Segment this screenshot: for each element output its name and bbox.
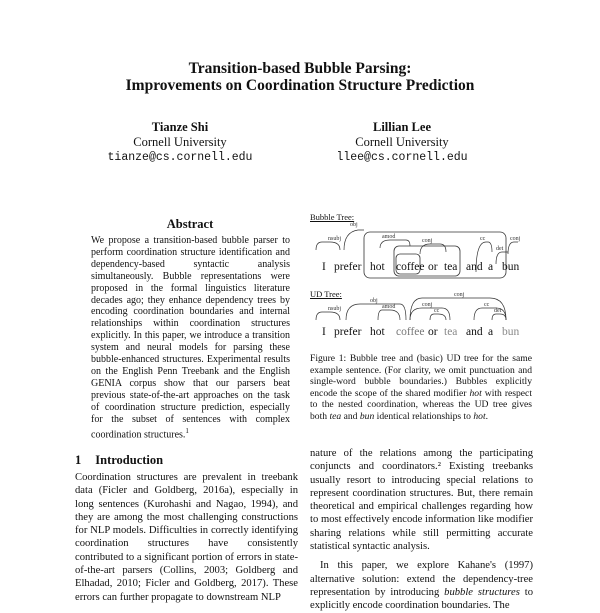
author-name: Lillian Lee: [373, 120, 431, 134]
ud-arc-cc: [430, 314, 446, 320]
arc-obj: [344, 230, 364, 250]
arc-label: cc: [484, 302, 490, 308]
ud-word-bun: bun: [502, 326, 520, 338]
word-and: and: [466, 261, 483, 273]
ud-arc-amod: [378, 310, 400, 320]
arc-label: nsubj: [328, 306, 342, 312]
caption-em: hot: [469, 387, 482, 399]
ud-word-I: I: [322, 326, 326, 338]
title-line-2: Improvements on Coordination Structure Prediction: [125, 77, 475, 94]
arc-label: nsubj: [328, 236, 342, 242]
ud-word-tea: tea: [444, 326, 458, 338]
caption-em: hot: [473, 410, 486, 422]
caption-part: Figure 1: Bubble tree and (basic) UD tree for the same example sentence. (For clarity, we omit punctuation and single-word bubble boundaries.) Bubbles explicitly encode the scope of the shared modifier: [310, 353, 532, 399]
arc-label: det: [496, 246, 504, 252]
word-a: a: [488, 261, 494, 273]
abstract-text: [91, 235, 290, 441]
word-tea: tea: [444, 261, 458, 273]
arc-conj-outer: [508, 242, 518, 254]
intro-right-paragraph-2: [310, 559, 533, 612]
arc-label: conj: [422, 302, 433, 308]
arc-label: cc: [434, 308, 440, 314]
arc-conj-inner: [420, 244, 446, 254]
ud-arc-det: [492, 314, 506, 320]
ud-word-and: and: [466, 326, 483, 338]
paragraph-em: bubble structures: [444, 586, 520, 598]
word-bun: bun: [502, 261, 520, 273]
arc-label: conj: [510, 236, 521, 242]
word-hot: hot: [370, 261, 385, 273]
arc-amod: [380, 240, 410, 248]
caption-part: and: [341, 410, 360, 422]
ud-word-hot: hot: [370, 326, 385, 338]
arc-label: obj: [350, 222, 358, 228]
author-email[interactable]: llee@cs.cornell.edu: [336, 151, 468, 164]
ud-word-a: a: [488, 326, 494, 338]
ud-tree-label: UD Tree:: [310, 289, 342, 299]
author-affiliation: Cornell University: [133, 135, 227, 149]
arc-label: amod: [382, 234, 396, 240]
title-line-1: Transition-based Bubble Parsing:: [188, 60, 412, 77]
section-number: 1: [75, 453, 82, 467]
paper-title: [0, 60, 600, 94]
arc-label: det: [494, 308, 502, 314]
abstract-body: We propose a transition-based bubble parser to perform coordination structure identification and dependency-based syntactic analysis simultaneously. Bubble representations were proposed in the formal linguistics literature decades ago; they enhance dependency trees by encoding coordination boundaries and internal relationships within coordination structures explicitly. In this paper, we introduce a transition system and neural models for parsing these bubble-enhanced structures. Experimental results on the English Penn Treebank and the English GENIA corpus show that our parsers beat previous state-of-the-art approaches on the task of coordination structure prediction, especially for the subset of sentences with complex coordination structures.: [91, 235, 290, 440]
tree-diagrams: [310, 212, 535, 347]
arc-label: conj: [454, 292, 465, 298]
ud-word-or: or: [428, 326, 438, 338]
word-coffee: coffee: [396, 261, 425, 273]
caption-em: bun: [359, 410, 375, 422]
intro-left-column: Coordination structures are prevalent in treebank data (Ficler and Goldberg, 2016a), especially in long sentences (Kurohashi and Nagao, 1994), and they are among the most challenging constructions for NLP models. Difficulties in correctly identifying coordination structures have consistently contributed to a significant portion of errors in state-of-the-art parsers (Collins, 2003; Goldberg and Elhadad, 2010; Ficler and Goldberg, 2017). These errors can further propagate to downstream NLP: [75, 472, 298, 603]
caption-part: identical relationships to: [374, 410, 474, 422]
word-I: I: [322, 261, 326, 273]
figure-1: [310, 212, 535, 347]
author-affiliation: Cornell University: [355, 135, 449, 149]
paragraph-part: In this paper, we explore Kahane's (1997) alternative solution: extend the dependency-tree representation by introducing: [310, 560, 533, 598]
ud-arc-nsubj: [316, 312, 340, 320]
paragraph-part: to explicitly encode coordination boundaries. The: [310, 586, 533, 612]
caption-em: tea: [329, 410, 342, 422]
intro-right-column: [310, 447, 533, 613]
author-name: Tianze Shi: [151, 120, 209, 134]
word-prefer: prefer: [334, 261, 362, 273]
author-email[interactable]: tianze@cs.cornell.edu: [107, 151, 253, 164]
arc-label: amod: [382, 304, 396, 310]
intro-right-paragraph-1: nature of the relations among the participating conjuncts and coordinators.² Existing treebanks usually resort to introducing special relations to represent coordination structures. But, there remain theoretical and empirical challenges regarding how to most effectively encode information like modifier sharing relations while still permitting accurate statistical syntactic analysis.: [310, 448, 533, 553]
arc-label: obj: [370, 298, 378, 304]
ud-word-coffee: coffee: [396, 326, 425, 338]
caption-part: .: [485, 410, 489, 422]
bubble-tree-label: Bubble Tree:: [310, 212, 355, 222]
section-heading: [75, 453, 177, 468]
arc-label: cc: [480, 236, 486, 242]
caption-part: with respect to the nested coordination, whereas the UD tree gives both: [310, 387, 532, 422]
figure-caption: [310, 353, 532, 422]
author-block-2: [322, 120, 482, 165]
abstract-heading: Abstract: [166, 217, 214, 231]
author-block-1: [100, 120, 260, 165]
word-or: or: [428, 261, 438, 273]
arc-label: conj: [422, 238, 433, 244]
ud-word-prefer: prefer: [334, 326, 362, 338]
footnote-mark[interactable]: 1: [185, 426, 189, 435]
arc-nsubj: [316, 242, 340, 250]
section-title: Introduction: [95, 453, 164, 467]
